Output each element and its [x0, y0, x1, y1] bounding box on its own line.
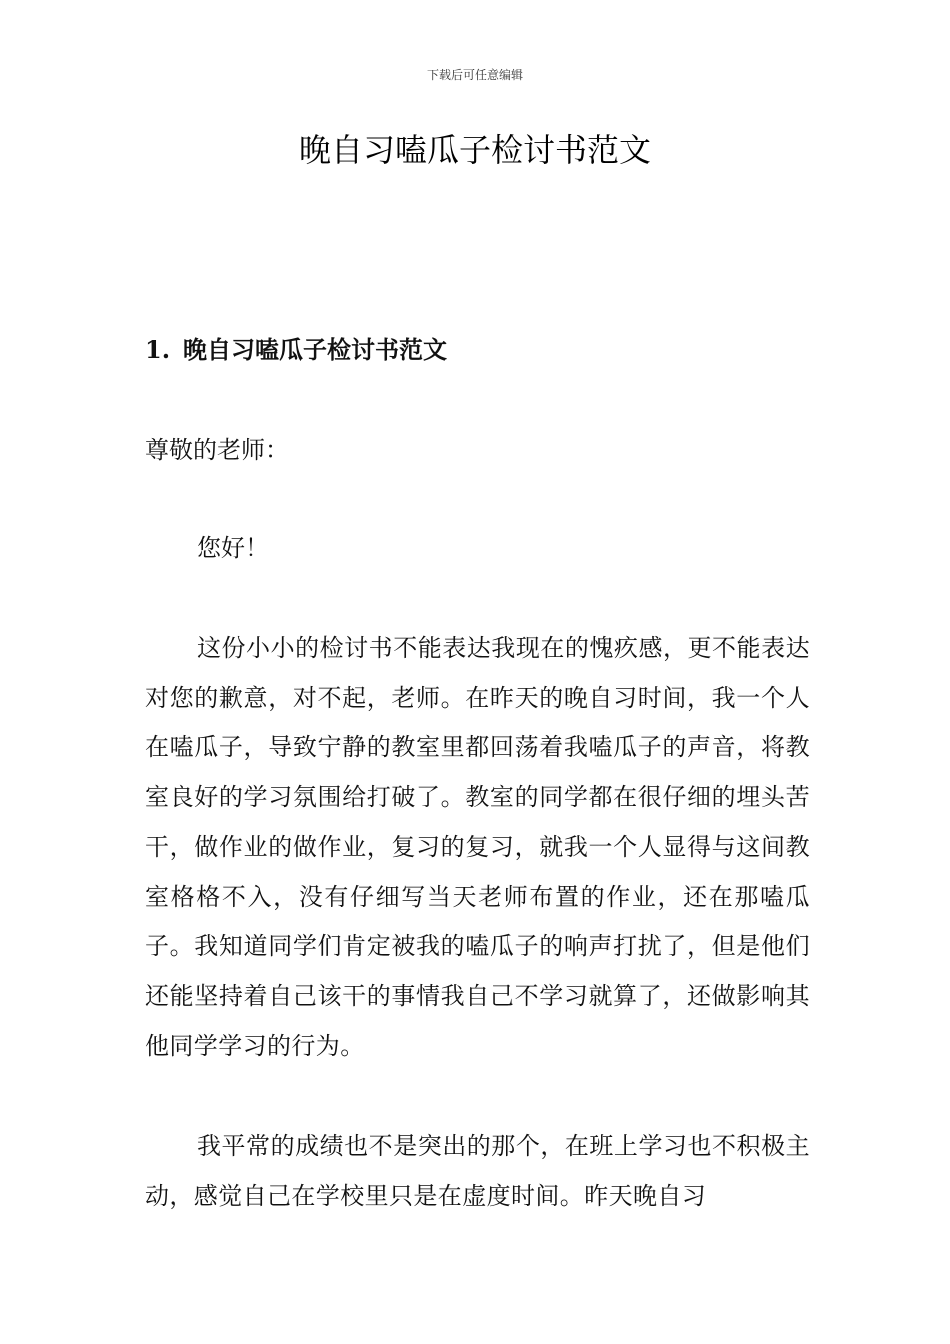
body-paragraph: 我平常的成绩也不是突出的那个，在班上学习也不积极主动，感觉自己在学校里只是在虚度时间。昨天晚自习 [145, 1132, 810, 1210]
section-heading-text: 晚自习嗑瓜子检讨书范文 [183, 335, 447, 364]
section-number: 1. [145, 335, 171, 364]
greeting: 您好！ [197, 534, 269, 562]
salutation: 尊敬的老师： [145, 436, 289, 464]
document-title: 晚自习嗑瓜子检讨书范文 [298, 131, 651, 169]
body-paragraph: 这份小小的检讨书不能表达我现在的愧疚感，更不能表达对您的歉意，对不起，老师。在昨天的晚自习时间，我一个人在嗑瓜子，导致宁静的教室里都回荡着我嗑瓜子的声音，将教室良好的学习氛围给打破了。教室的同学都在很仔细的埋头苦干，做作业的做作业，复习的复习，就我一个人显得与这间教室格格不入，没有仔细写当天老师布置的作业，还在那嗑瓜子。我知道同学们肯定被我的嗑瓜子的响声打扰了，但是他们还能坚持着自己该干的事情我自己不学习就算了，还做影响其他同学学习的行为。 [145, 634, 810, 1060]
header-note: 下载后可任意编辑 [426, 68, 523, 82]
section-heading [145, 330, 447, 370]
